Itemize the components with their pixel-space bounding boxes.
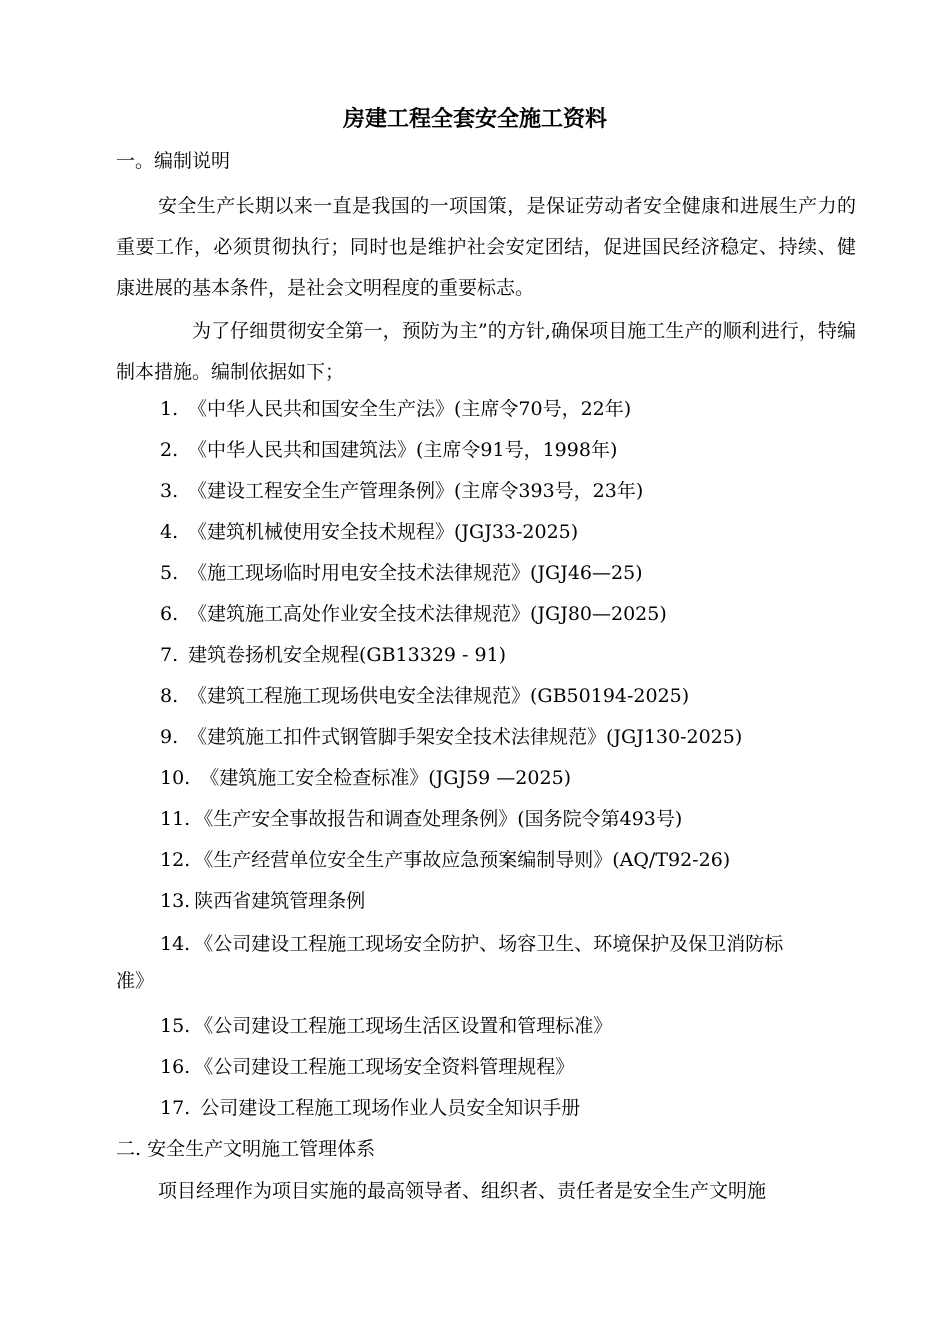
- list-item: 10. 《建筑施工安全检查标准》(JGJ59 —2025): [160, 767, 572, 789]
- list-item: 12. 《生产经营单位安全生产事故应急预案编制导则》(AQ/T92-26): [160, 849, 731, 871]
- list-item: 9. 《建筑施工扣件式钢管脚手架安全技术法律规范》(JGJ130-2025): [160, 726, 743, 748]
- list-item: 15. 《公司建设工程施工现场生活区设置和管理标准》: [160, 1015, 613, 1037]
- list-item: 13. 陕西省建筑管理条例: [160, 890, 366, 912]
- section-2-heading: 二. 安全生产文明施工管理体系: [116, 1138, 376, 1160]
- list-item: 6. 《建筑施工高处作业安全技术法律规范》(JGJ80—2025): [160, 603, 667, 625]
- list-item: 16. 《公司建设工程施工现场安全资料管理规程》: [160, 1056, 575, 1078]
- list-item: 3. 《建设工程安全生产管理条例》(主席令393号，23年): [160, 480, 644, 502]
- list-item: 14. 《公司建设工程施工现场安全防护、场容卫生、环境保护及保卫消防标: [160, 933, 784, 955]
- list-item: 17. 公司建设工程施工现场作业人员安全知识手册: [160, 1097, 581, 1119]
- list-item: 4. 《建筑机械使用安全技术规程》(JGJ33-2025): [160, 521, 579, 543]
- section-2-paragraph-1: 项目经理作为项目实施的最高领导者、组织者、责任者是安全生产文明施: [158, 1180, 767, 1202]
- section-1-paragraph-2: 为了仔细贯彻安全第一，预防为主”的方针,确保项目施工生产的顺利进行，特编制本措施。编制依据如下；: [116, 320, 856, 383]
- document-title: 房建工程全套安全施工资料: [342, 107, 607, 132]
- list-item: 8. 《建筑工程施工现场供电安全法律规范》(GB50194-2025): [160, 685, 690, 707]
- list-item: 7. 建筑卷扬机安全规程(GB13329 - 91): [160, 644, 507, 666]
- list-item: 2. 《中华人民共和国建筑法》(主席令91号，1998年): [160, 439, 618, 461]
- list-item-continuation: 准》: [116, 970, 155, 992]
- section-1-heading: 一。编制说明: [116, 150, 231, 172]
- list-item: 11. 《生产安全事故报告和调查处理条例》(国务院令第493号): [160, 808, 683, 830]
- section-1-paragraph-1: 安全生产长期以来一直是我国的一项国策，是保证劳动者安全健康和进展生产力的重要工作，必须贯彻执行；同时也是维护社会安定团结，促进国民经济稳定、持续、健康进展的基本条件，是社会文明程度的重要标志。: [116, 195, 856, 299]
- list-item: 5. 《施工现场临时用电安全技术法律规范》(JGJ46—25): [160, 562, 643, 584]
- list-item: 1. 《中华人民共和国安全生产法》(主席令70号，22年): [160, 398, 632, 420]
